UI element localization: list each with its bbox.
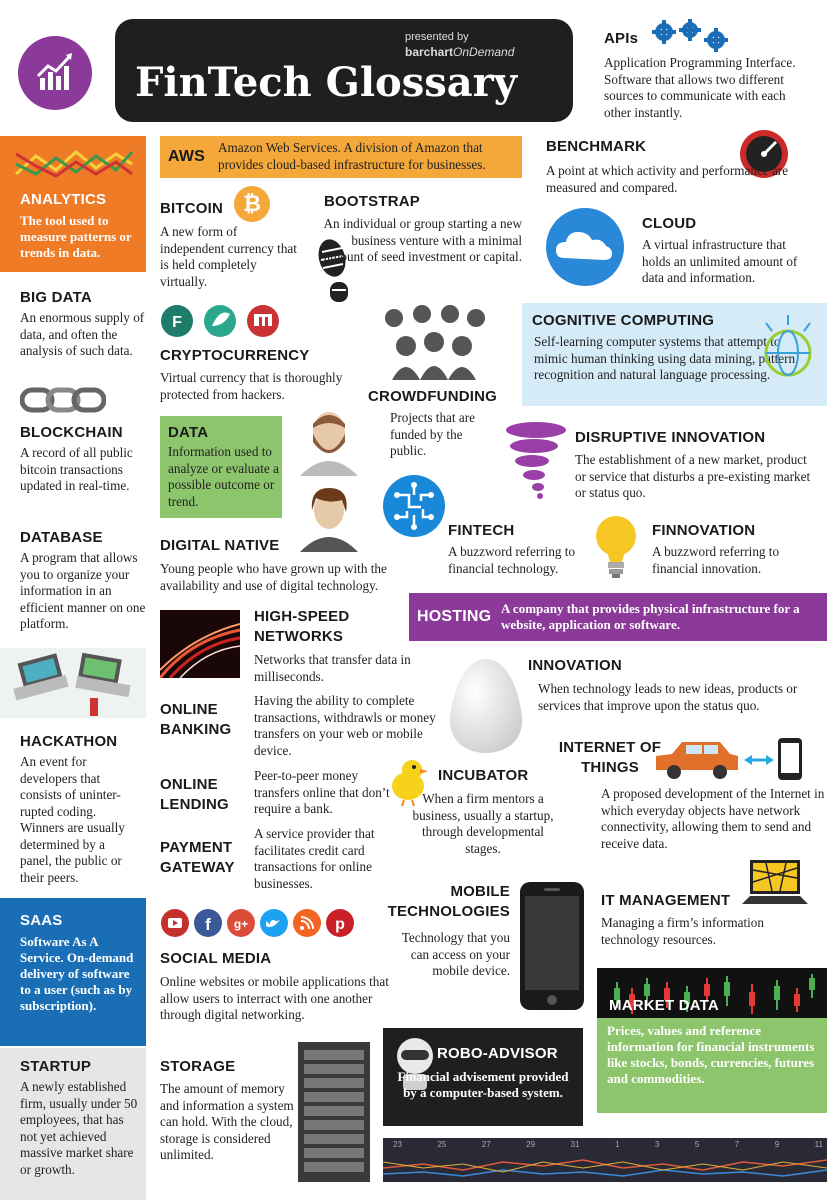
svg-text:f: f (205, 915, 211, 934)
ticker-label: 27 (481, 1140, 491, 1149)
apis-def: Application Programming Interface. Software that allows two different sources to communicate with each other instantly. (604, 55, 796, 120)
cognitive-def: Self-learning computer systems that attempt to mimic human thinking using data mining, pattern recognition and natural language processing. (534, 334, 796, 382)
database-def: A program that allows you to organize your information in an efficient manner on one platform. (20, 550, 146, 631)
aws-panel (160, 136, 522, 178)
crowd-icon (378, 302, 488, 382)
disruptive-def: The establishment of a new market, product or service that disturbs a pre-existing market or status quo. (575, 452, 811, 500)
ticker-label: 7 (734, 1140, 740, 1149)
cloud-icon (546, 208, 624, 286)
big-data-term: BIG DATA (20, 289, 92, 306)
data-panel (160, 416, 282, 518)
egg-icon (446, 655, 526, 755)
high-speed-def: Networks that transfer data in milliseconds. (254, 652, 411, 684)
payment-gateway-def: A service provider that facilitates credit card transactions for online businesses. (254, 826, 375, 891)
ticker-label: 1 (614, 1140, 620, 1149)
robo-term: ROBO-ADVISOR (437, 1045, 558, 1062)
storage-term: STORAGE (160, 1058, 236, 1075)
finnovation-term: FINNOVATION (652, 522, 756, 539)
mobile-term: MOBILE TECHNOLOGIES (387, 883, 510, 920)
online-banking-term: ONLINE BANKING (160, 701, 232, 738)
logo-circle-icon (18, 36, 92, 110)
server-rack-image (298, 1042, 370, 1182)
cloud-def: A virtual infrastructure that holds an unlimited amount of data and information. (642, 237, 798, 285)
high-speed-term: HIGH-SPEED NETWORKS (254, 608, 350, 645)
smartphone-icon (518, 880, 586, 1012)
bitcoin-def: A new form of independent currency that is held completely virtually. (160, 224, 297, 289)
hosting-panel (409, 593, 827, 641)
hackathon-term: HACKATHON (20, 733, 118, 750)
gears-icon (650, 18, 732, 54)
aws-term: AWS (168, 148, 206, 165)
benchmark-term: BENCHMARK (546, 138, 647, 155)
network-globe-icon (758, 313, 818, 383)
person-icon-1 (296, 406, 362, 476)
fintech-term: FINTECH (448, 522, 515, 539)
hackathon-image (0, 648, 146, 718)
innovation-term: INNOVATION (528, 657, 622, 674)
svg-text:p: p (335, 916, 345, 933)
ticker-label: 25 (437, 1140, 447, 1149)
lightbulb-icon (592, 514, 640, 580)
title-banner (115, 19, 573, 122)
bootstrap-def: An individual or group starting a new business venture with a minimal amount of seed investment or capital. (323, 216, 522, 264)
startup-panel (0, 1048, 146, 1200)
ticker-label: 9 (774, 1140, 780, 1149)
circuit-icon (383, 475, 445, 537)
aws-def: Amazon Web Services. A division of Amazon that provides cloud-based infrastructure for businesses. (218, 140, 486, 172)
presented-by: presented by (405, 31, 469, 43)
robo-panel (383, 1028, 583, 1126)
laptop-icon (742, 858, 808, 906)
ticker-label: 11 (814, 1140, 823, 1149)
social-icons (160, 908, 356, 938)
startup-def: A newly established firm, usually under 50 employees, that has not yet achieved massive market share or growth. (20, 1079, 138, 1177)
svg-text:F: F (172, 314, 182, 331)
cryptocurrency-def: Virtual currency that is thoroughly protected from hackers. (160, 370, 343, 402)
blockchain-term: BLOCKCHAIN (20, 424, 123, 441)
chain-icon (20, 384, 106, 416)
finnovation-def: A buzzword referring to financial innovation. (652, 544, 780, 576)
saas-panel (0, 898, 146, 1046)
cloud-term: CLOUD (642, 215, 697, 232)
digital-native-term: DIGITAL NATIVE (160, 537, 280, 554)
it-management-def: Managing a firm’s information technology resources. (601, 915, 764, 947)
data-def: Information used to analyze or evaluate a possible outcome or trend. (168, 444, 279, 509)
car-phone-icon (652, 736, 808, 782)
hosting-term: HOSTING (417, 608, 492, 625)
analytics-def: The tool used to measure patterns or trends in data. (20, 213, 132, 260)
bitcoin-icon: ₿ (234, 186, 270, 222)
crypto-icons (160, 304, 284, 340)
blockchain-def: A record of all public bitcoin transactions updated in real-time. (20, 445, 133, 493)
startup-term: STARTUP (20, 1058, 92, 1075)
apis-term: APIs (604, 30, 639, 47)
mobile-def: Technology that you can access on your mobile device. (401, 930, 510, 978)
cognitive-panel (522, 303, 827, 406)
it-management-term: IT MANAGEMENT (601, 892, 731, 909)
trend-lines-icon (14, 144, 134, 184)
ticker-label: 23 (393, 1140, 402, 1149)
data-term: DATA (168, 424, 209, 441)
saas-term: SAAS (20, 912, 63, 929)
social-media-def: Online websites or mobile applications that allow users to interract with one another through digital networking. (160, 974, 389, 1022)
online-lending-term: ONLINE LENDING (160, 776, 229, 813)
storage-def: The amount of memory and information a system can hold. With the cloud, storage is considered unlimited. (160, 1081, 294, 1162)
cognitive-term: COGNITIVE COMPUTING (532, 312, 715, 329)
disruptive-term: DISRUPTIVE INNOVATION (575, 429, 766, 446)
brand-part-b: OnDemand (453, 45, 515, 59)
bitcoin-term: BITCOIN (160, 200, 224, 217)
big-data-def: An enormous supply of data, and often the analysis of such data. (20, 310, 145, 358)
crowdfunding-def: Projects that are funded by the public. (390, 410, 475, 458)
iot-def: A proposed development of the Internet in which everyday objects have network connectivity, allowing them to send and receive data. (601, 786, 825, 851)
analytics-panel (0, 136, 146, 272)
ticker-lines (383, 1150, 827, 1182)
payment-gateway-term: PAYMENT GATEWAY (160, 839, 235, 876)
database-term: DATABASE (20, 529, 103, 546)
ticker-label: 31 (570, 1140, 580, 1149)
svg-text:g+: g+ (233, 917, 249, 931)
hackathon-def: An event for developers that consists of uninter-rupted coding. Winners are usually determined by a panel, the public or their peers. (20, 754, 125, 885)
ticker-label: 29 (526, 1140, 536, 1149)
innovation-def: When technology leads to new ideas, products or services that improve upon the status quo. (538, 681, 798, 713)
ticker-labels (393, 1140, 823, 1149)
benchmark-def: A point at which activity and performance are measured and compared. (546, 163, 789, 195)
highway-image (160, 610, 240, 678)
incubator-def: When a firm mentors a business, usually a startup, through developmental stages. (412, 791, 554, 856)
social-media-term: SOCIAL MEDIA (160, 950, 272, 967)
brand-logo (405, 45, 514, 59)
cryptocurrency-term: CRYPTOCURRENCY (160, 347, 310, 364)
ticker-strip (383, 1138, 827, 1182)
market-data-def: Prices, values and reference information for financial instruments like stocks, bonds, currencies, futures and commodities. (607, 1023, 815, 1086)
digital-native-def: Young people who have grown up with the availability and use of digital technology. (160, 561, 387, 593)
ticker-label: 3 (654, 1140, 660, 1149)
market-data-term: MARKET DATA (609, 997, 719, 1014)
ticker-label: 5 (694, 1140, 700, 1149)
tornado-icon (502, 420, 568, 500)
market-data-panel (597, 968, 827, 1113)
robo-def: Financial advisement provided by a computer-based system. (397, 1069, 569, 1100)
brand-part-a: barchart (405, 45, 454, 59)
bootstrap-term: BOOTSTRAP (324, 193, 420, 210)
online-banking-def: Having the ability to complete transactions, withdrawls or money transfers on your web or mobile device. (254, 693, 436, 758)
hosting-def: A company that provides physical infrastructure for a website, application or software. (501, 601, 800, 632)
incubator-term: INCUBATOR (438, 767, 529, 784)
saas-def: Software As A Service. On-demand delivery of software to a user (such as by subscription). (20, 934, 134, 1013)
page-title: FinTech Glossary (135, 59, 517, 106)
iot-term: INTERNET OF THINGS (558, 739, 662, 776)
online-lending-def: Peer-to-peer money transfers online that don’t require a bank. (254, 768, 390, 816)
analytics-term: ANALYTICS (20, 191, 107, 208)
crowdfunding-term: CROWDFUNDING (368, 388, 498, 405)
person-icon-2 (296, 482, 362, 552)
fintech-def: A buzzword referring to financial technology. (448, 544, 576, 576)
